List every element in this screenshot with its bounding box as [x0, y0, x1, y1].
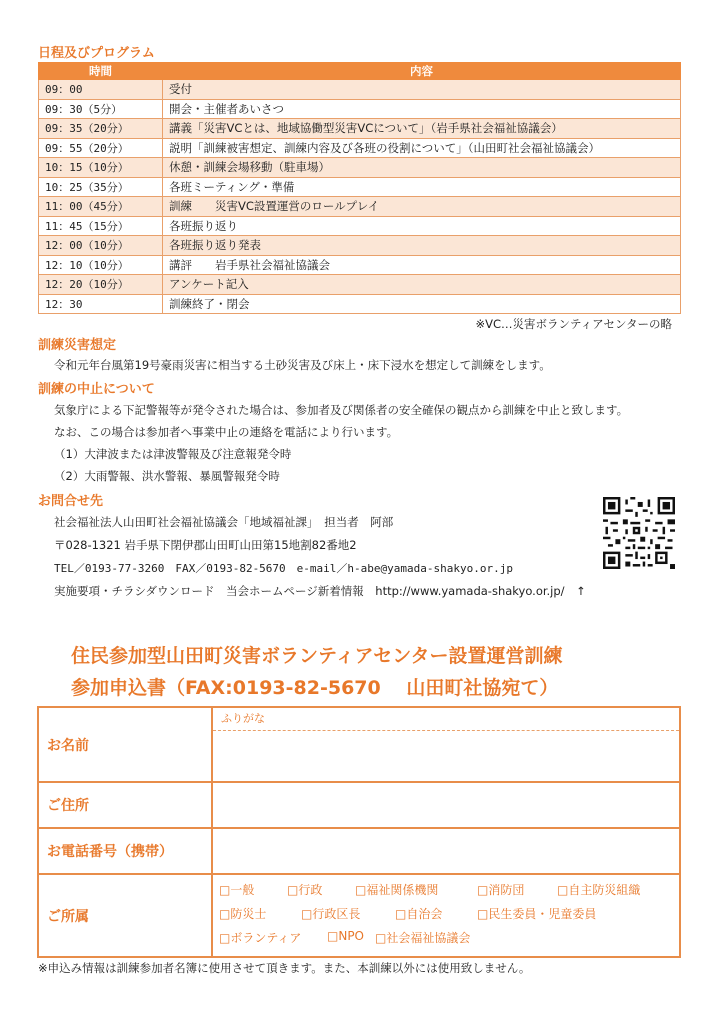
contact-org: 社会福祉法人山田町社会福祉協議会「地域福祉課」 担当者 阿部 [54, 515, 394, 529]
disaster-heading: 訓練災害想定 [38, 338, 117, 353]
privacy-footnote: ※申込み情報は訓練参加者名簿に使用させて頂きます。また、本訓練以外には使用致しません。 [38, 961, 531, 975]
furigana-divider [213, 730, 679, 731]
option-fire-checkbox[interactable]: □消防団 [477, 883, 525, 897]
schedule-time: 10：25（35分） [39, 177, 163, 197]
col-time-header: 時間 [39, 63, 163, 80]
form-title: 住民参加型山田町災害ボランティアセンター設置運営訓練 [71, 645, 563, 667]
schedule-time: 12：10（10分） [39, 255, 163, 275]
name-row [39, 708, 679, 783]
address-row [39, 783, 679, 829]
schedule-content: アンケート記入 [163, 275, 681, 295]
phone-field[interactable] [213, 829, 679, 873]
phone-row [39, 829, 679, 875]
vc-note: ※VC…災害ボランティアセンターの略 [475, 317, 672, 331]
schedule-row [39, 236, 681, 256]
schedule-content: 説明「訓練被害想定、訓練内容及び各班の役割について」（山田町社会福祉協議会） [163, 138, 681, 158]
schedule-row [39, 197, 681, 217]
schedule-row [39, 80, 681, 100]
col-content-header: 内容 [163, 63, 681, 80]
affiliation-label: ご所属 [39, 875, 213, 956]
schedule-row [39, 158, 681, 178]
option-selfdefense-checkbox[interactable]: □自主防災組織 [557, 883, 641, 897]
schedule-content: 講評 岩手県社会福祉協議会 [163, 255, 681, 275]
option-general-checkbox[interactable]: □一般 [219, 883, 255, 897]
schedule-row [39, 294, 681, 314]
schedule-row [39, 99, 681, 119]
contact-heading: お問合せ先 [38, 494, 104, 509]
schedule-content: 各班振り返り [163, 216, 681, 236]
address-label: ご住所 [39, 783, 213, 827]
option-disaster-specialist-checkbox[interactable]: □防災士 [219, 907, 267, 921]
schedule-content: 各班ミーティング・準備 [163, 177, 681, 197]
schedule-time: 09：00 [39, 80, 163, 100]
schedule-time: 09：55（20分） [39, 138, 163, 158]
contact-tel: TEL／0193-77-3260 FAX／0193-82-5670 e-mail／h-abe@yamada-shakyo.or.jp [54, 562, 513, 575]
name-field[interactable] [213, 708, 679, 781]
cancel-item1: （1）大津波または津波警報及び注意報発令時 [54, 447, 292, 461]
schedule-time: 11：45（15分） [39, 216, 163, 236]
option-council-checkbox[interactable]: □社会福祉協議会 [375, 931, 471, 945]
phone-label: お電話番号（携帯） [39, 829, 213, 873]
schedule-table [38, 62, 681, 314]
schedule-content: 各班振り返り発表 [163, 236, 681, 256]
schedule-time: 12：20（10分） [39, 275, 163, 295]
schedule-heading: 日程及びプログラム [38, 46, 155, 61]
application-form [37, 706, 681, 958]
form-subtitle: 参加申込書（FAX:0193-82-5670 山田町社協宛て） [71, 677, 559, 699]
schedule-row [39, 216, 681, 236]
option-volunteer-checkbox[interactable]: □ボランティア [219, 931, 302, 945]
schedule-content: 講義「災害VCとは、地域協働型災害VCについて」（岩手県社会福祉協議会） [163, 119, 681, 139]
contact-address: 〒028-1321 岩手県下閉伊郡山田町山田第15地割82番地2 [54, 538, 357, 552]
schedule-content: 休憩・訓練会場移動（駐車場） [163, 158, 681, 178]
schedule-row [39, 138, 681, 158]
schedule-time: 11：00（45分） [39, 197, 163, 217]
schedule-time: 09：35（20分） [39, 119, 163, 139]
schedule-time: 09：30（5分） [39, 99, 163, 119]
option-admin-checkbox[interactable]: □行政 [287, 883, 323, 897]
affiliation-options [213, 875, 679, 956]
disaster-text: 令和元年台風第19号豪雨災害に相当する土砂災害及び床上・床下浸水を想定して訓練をします。 [54, 358, 551, 372]
schedule-row [39, 177, 681, 197]
option-npo-checkbox[interactable]: □NPO [327, 929, 364, 943]
affiliation-row [39, 875, 679, 956]
furigana-label: ふりがな [221, 712, 265, 725]
schedule-content: 開会・主催者あいさつ [163, 99, 681, 119]
option-welfare-commissioner-checkbox[interactable]: □民生委員・児童委員 [477, 907, 597, 921]
schedule-row [39, 255, 681, 275]
schedule-time: 12：30 [39, 294, 163, 314]
option-welfare-checkbox[interactable]: □福祉関係機関 [355, 883, 439, 897]
schedule-time: 10：15（10分） [39, 158, 163, 178]
schedule-content: 訓練 災害VC設置運営のロールプレイ [163, 197, 681, 217]
schedule-row [39, 275, 681, 295]
cancel-heading: 訓練の中止について [38, 382, 155, 397]
schedule-time: 12：00（10分） [39, 236, 163, 256]
option-district-head-checkbox[interactable]: □行政区長 [301, 907, 361, 921]
contact-download[interactable]: 実施要項・チラシダウンロード 当会ホームページ新着情報 http://www.yamada-shakyo.or.jp/ ↑ [54, 584, 586, 598]
cancel-line2: なお、この場合は参加者へ事業中止の連絡を電話により行います。 [54, 425, 399, 439]
schedule-row [39, 119, 681, 139]
qr-code-icon[interactable] [603, 497, 675, 569]
cancel-item2: （2）大雨警報、洪水警報、暴風警報発令時 [54, 469, 280, 483]
option-community-checkbox[interactable]: □自治会 [395, 907, 443, 921]
schedule-content: 受付 [163, 80, 681, 100]
schedule-content: 訓練終了・閉会 [163, 294, 681, 314]
cancel-line1: 気象庁による下記警報等が発令された場合は、参加者及び関係者の安全確保の観点から訓練を中止と致します。 [54, 403, 629, 417]
address-field[interactable] [213, 783, 679, 827]
name-label: お名前 [39, 708, 213, 781]
